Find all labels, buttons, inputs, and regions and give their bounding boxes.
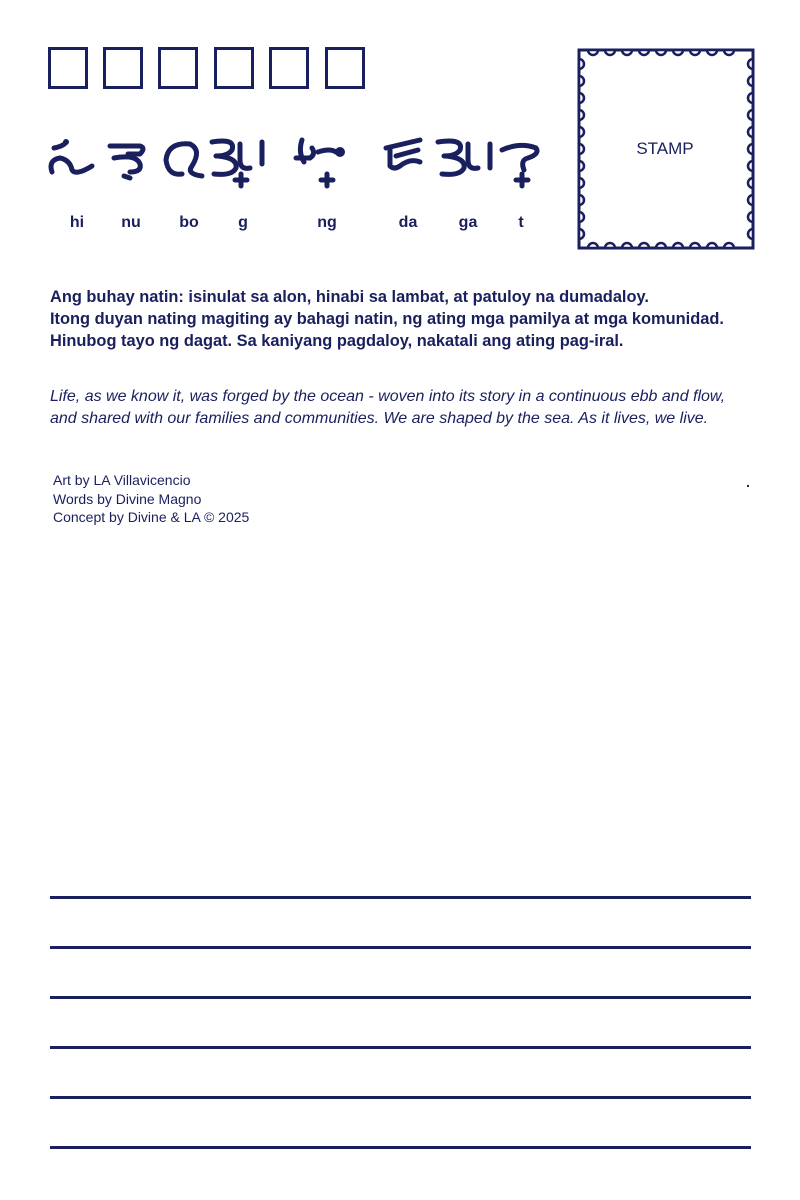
address-line[interactable] [50, 1146, 751, 1149]
syllable-label: nu [121, 214, 141, 231]
stamp-perforation [579, 178, 584, 188]
filipino-line: Itong duyan nating magiting ay bahagi natin, ng ating mga pamilya at mga komunidad. [50, 310, 724, 328]
syllable-label: t [518, 214, 524, 231]
postal-code-box[interactable] [214, 47, 254, 89]
stamp-perforation [690, 50, 700, 55]
address-line[interactable] [50, 896, 751, 899]
stamp-perforation [748, 161, 753, 171]
stamp-perforation [748, 178, 753, 188]
address-line[interactable] [50, 946, 751, 949]
english-text [50, 386, 770, 430]
address-line[interactable] [50, 1096, 751, 1099]
stamp-perforation [724, 50, 734, 55]
filipino-line: Hinubog tayo ng dagat. Sa kaniyang pagdaloy, nakatali ang ating pag-iral. [50, 332, 624, 350]
baybayin-title [40, 120, 560, 200]
baybayin-glyph-bo [166, 144, 202, 176]
stamp-perforation [579, 127, 584, 137]
baybayin-glyph-nu [110, 146, 143, 178]
stamp-perforation [622, 50, 632, 55]
stamp-perforation [748, 127, 753, 137]
baybayin-glyph-hi [51, 142, 92, 173]
stamp-perforation [673, 50, 683, 55]
stamp-perforation [622, 243, 632, 248]
stamp-label: STAMP [636, 139, 694, 158]
baybayin-glyph-ng [296, 140, 343, 186]
stamp-perforation [707, 50, 717, 55]
stamp-perforation [724, 243, 734, 248]
stamp-perforation [639, 243, 649, 248]
postal-code-box[interactable] [158, 47, 198, 89]
credit-art: Art by LA Villavicencio [53, 472, 191, 488]
stamp-perforation [579, 110, 584, 120]
postal-code-box[interactable] [325, 47, 365, 89]
stamp-perforation [656, 50, 666, 55]
stamp-perforation [748, 76, 753, 86]
stamp-perforation [579, 59, 584, 69]
english-line: and shared with our families and communities. We are shaped by the sea. As it lives, we live. [50, 410, 709, 427]
stamp-perforation [748, 110, 753, 120]
postal-code-box[interactable] [103, 47, 143, 89]
stamp-perforation [748, 93, 753, 103]
syllable-label: g [238, 214, 248, 231]
stamp-perforation [579, 212, 584, 222]
stamp-perforation [748, 229, 753, 239]
credit-concept: Concept by Divine & LA © 2025 [53, 509, 250, 525]
filipino-text [50, 286, 770, 352]
syllable-label: ng [317, 214, 337, 231]
postal-code-box[interactable] [269, 47, 309, 89]
baybayin-glyph-da [386, 140, 420, 168]
credit-words: Words by Divine Magno [53, 490, 202, 507]
stamp-perforation [579, 76, 584, 86]
stamp-perforation [579, 161, 584, 171]
credits [53, 471, 249, 527]
syllable-label: hi [69, 214, 85, 231]
stamp-perforation [579, 93, 584, 103]
baybayin-glyph-g [212, 141, 262, 186]
baybayin-glyph-t [490, 144, 537, 186]
stamp-perforation [639, 50, 649, 55]
address-line[interactable] [50, 996, 751, 999]
stamp-perforation [673, 243, 683, 248]
stamp-perforation [588, 243, 598, 248]
stamp-perforation [748, 212, 753, 222]
stamp-perforation [748, 195, 753, 205]
baybayin-glyph-ga [438, 141, 478, 174]
stamp-perforation [605, 243, 615, 248]
stamp-perforation [579, 229, 584, 239]
postal-code-box[interactable] [48, 47, 88, 89]
syllable-label: da [398, 214, 418, 231]
stamp-perforation [707, 243, 717, 248]
stamp-perforation [748, 59, 753, 69]
filipino-line: Ang buhay natin: isinulat sa alon, hinabi sa lambat, at patuloy na dumadaloy. [50, 288, 649, 306]
english-line: Life, as we know it, was forged by the ocean - woven into its story in a continuous ebb and flow, [50, 388, 726, 405]
stamp-perforation [588, 50, 598, 55]
syllable-label: ga [458, 214, 478, 231]
stamp-perforation [656, 243, 666, 248]
dot-mark [747, 485, 749, 487]
syllable-label: bo [179, 214, 199, 231]
address-line[interactable] [50, 1046, 751, 1049]
stamp-perforation [690, 243, 700, 248]
stamp-perforation [579, 195, 584, 205]
stamp-perforation [605, 50, 615, 55]
